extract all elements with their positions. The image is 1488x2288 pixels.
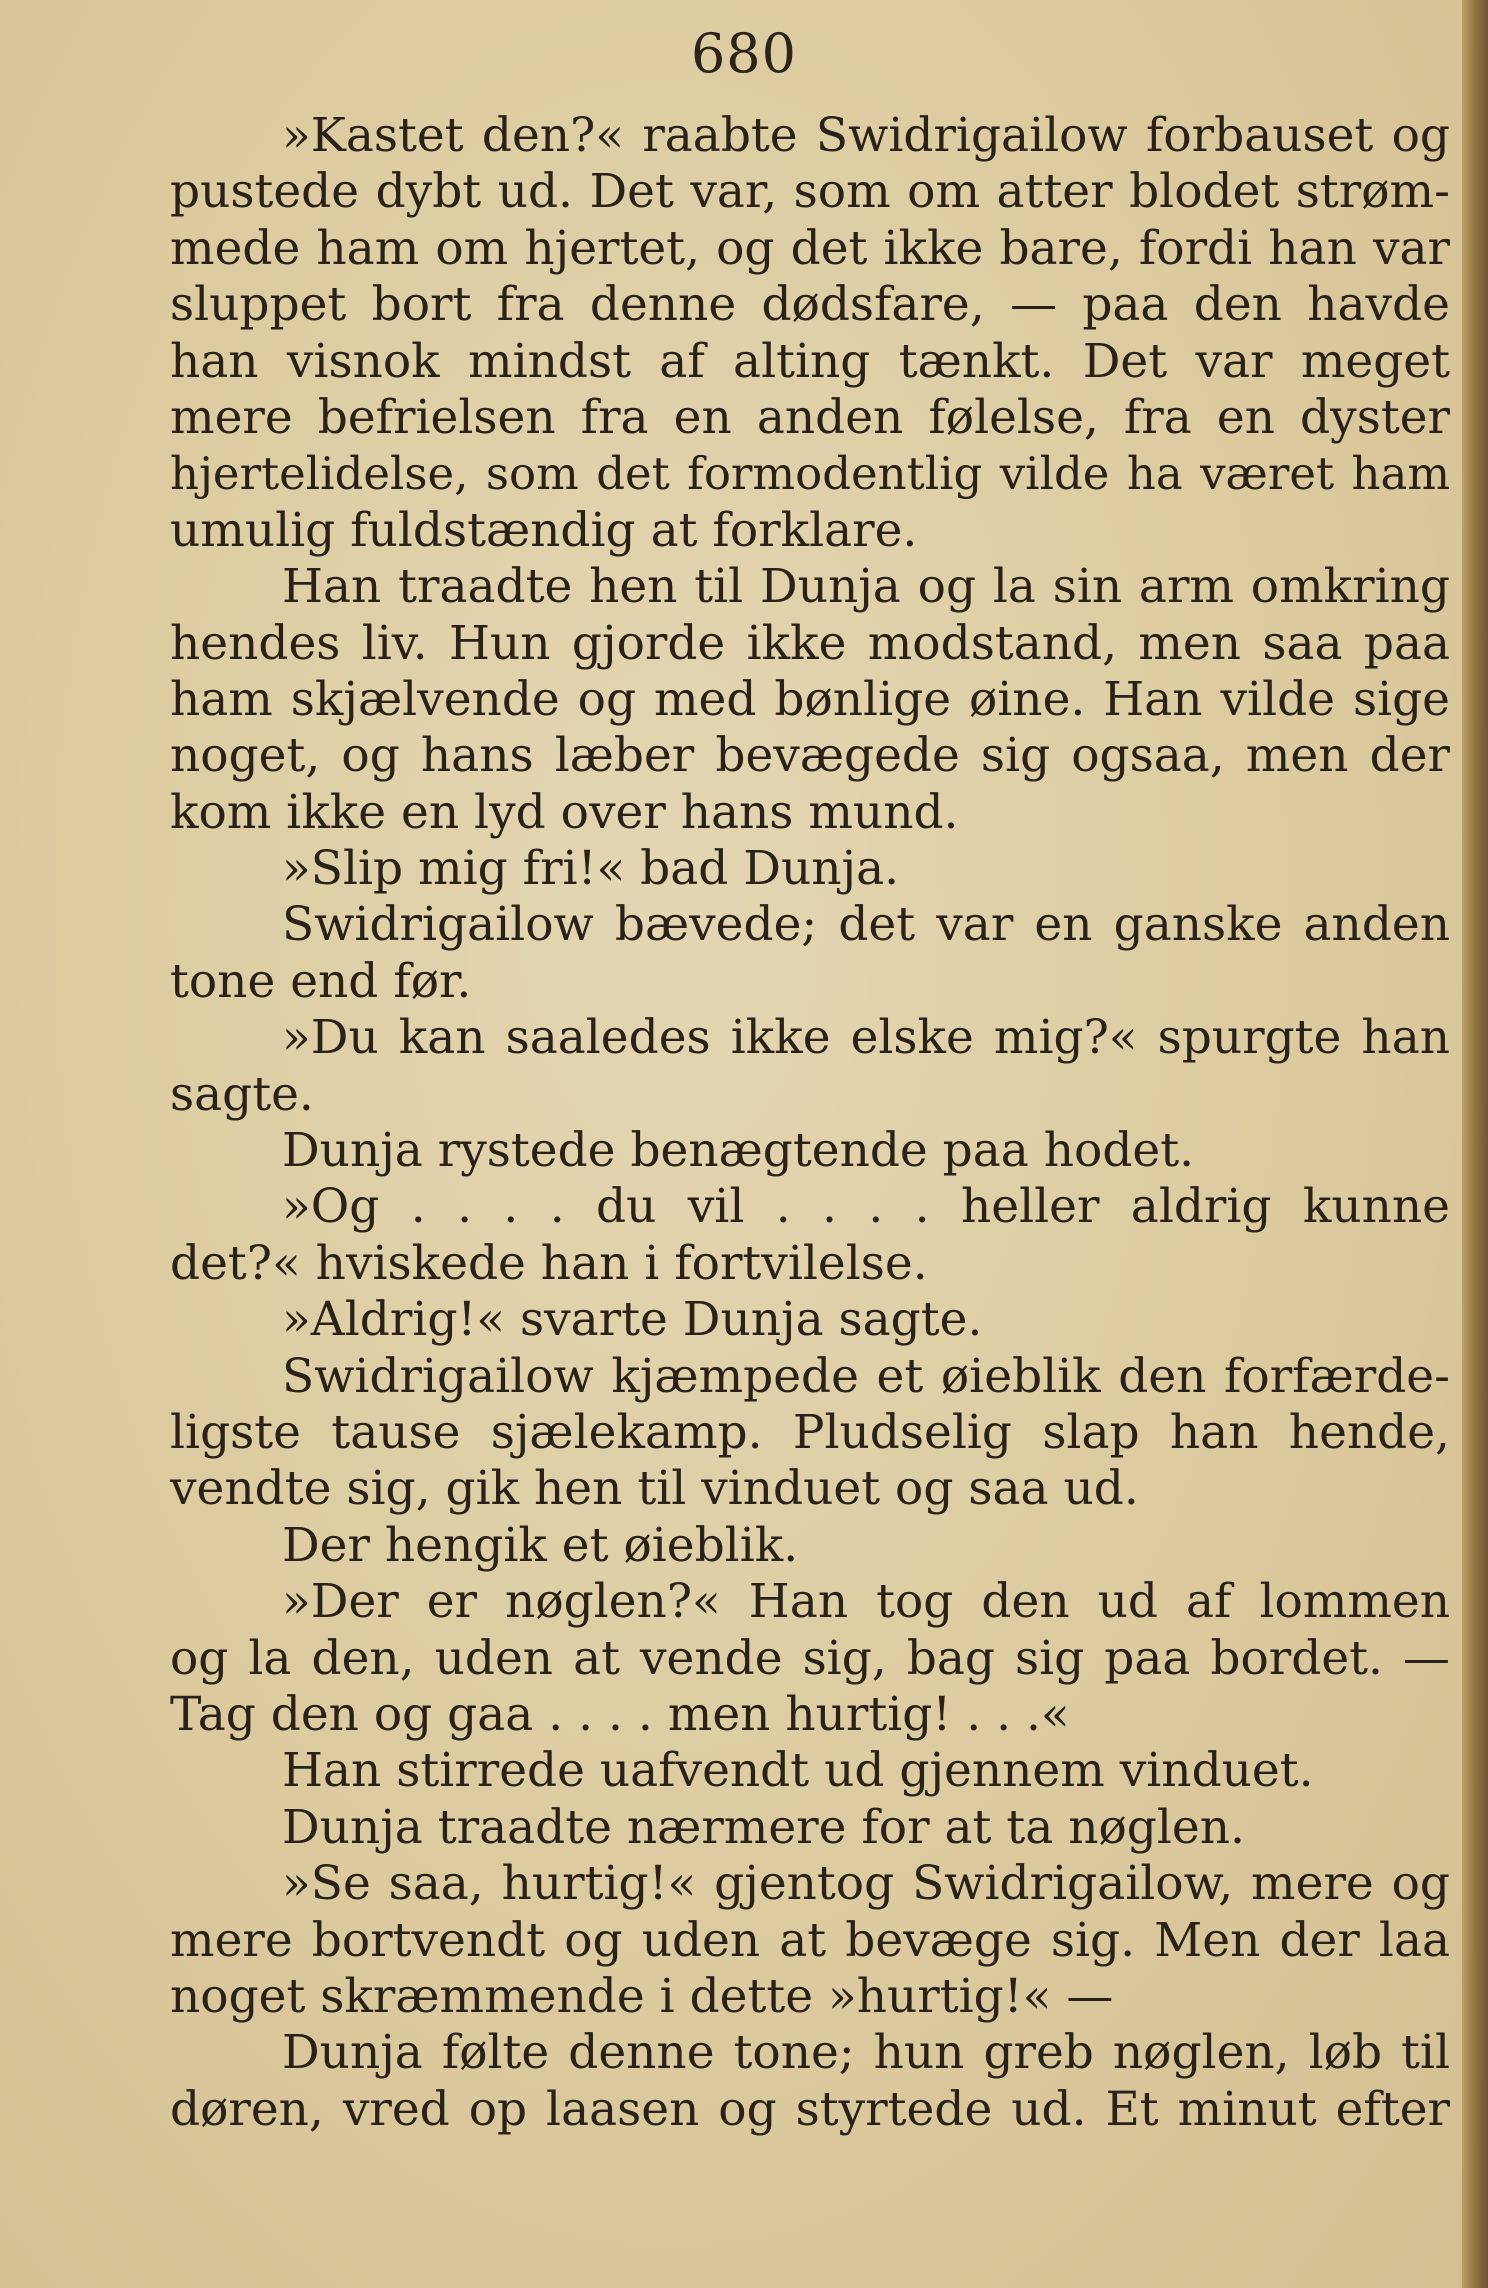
text-line: umulig fuldstændig at forklare.: [170, 502, 918, 558]
text-line: mere bortvendt og uden at bevæge sig. Men der laa: [170, 1912, 1450, 1968]
text-line: Han stirrede uafvendt ud gjennem vinduet.: [282, 1743, 1314, 1799]
text-line: »Aldrig!« svarte Dunja sagte.: [282, 1292, 983, 1348]
text-line: Han traadte hen til Dunja og la sin arm omkring: [282, 559, 1450, 615]
text-line: kom ikke en lyd over hans mund.: [170, 784, 959, 840]
text-line: ham skjælvende og med bønlige øine. Han vilde sige: [170, 671, 1450, 727]
text-line: og la den, uden at vende sig, bag sig paa bordet. —: [170, 1630, 1450, 1686]
text-line: Swidrigailow bævede; det var en ganske anden: [282, 897, 1450, 953]
text-line: han visnok mindst af alting tænkt. Det var meget: [170, 333, 1450, 389]
text-line: Der hengik et øieblik.: [282, 1517, 799, 1573]
text-line: pustede dybt ud. Det var, som om atter blodet strøm-: [170, 164, 1450, 220]
text-line: tone end før.: [170, 953, 472, 1009]
text-line: Dunja traadte nærmere for at ta nøglen.: [282, 1799, 1245, 1855]
text-line: mede ham om hjertet, og det ikke bare, fordi han var: [170, 220, 1450, 276]
text-line: »Se saa, hurtig!« gjentog Swidrigailow, mere og: [282, 1856, 1450, 1912]
text-line: Dunja rystede benægtende paa hodet.: [282, 1123, 1195, 1179]
text-line: døren, vred op laasen og styrtede ud. Et minut efter: [170, 2081, 1450, 2137]
text-line: ligste tause sjælekamp. Pludselig slap han hende,: [170, 1404, 1450, 1460]
text-line: vendte sig, gik hen til vinduet og saa ud.: [170, 1461, 1139, 1517]
text-line: Dunja følte denne tone; hun greb nøglen, løb til: [282, 2025, 1450, 2081]
text-line: noget, og hans læber bevægede sig ogsaa, men der: [170, 728, 1450, 784]
body-text: [170, 108, 1450, 2138]
text-line: noget skræmmende i dette »hurtig!« —: [170, 1968, 1114, 2024]
text-line: Tag den og gaa . . . . men hurtig! . . .«: [170, 1686, 1070, 1742]
text-line: Swidrigailow kjæmpede et øieblik den forfærde-: [282, 1348, 1450, 1404]
page-edge: [1462, 0, 1488, 2288]
text-line: »Der er nøglen?« Han tog den ud af lommen: [282, 1574, 1450, 1630]
text-line: mere befrielsen fra en anden følelse, fra en dyster: [170, 389, 1450, 445]
text-line: hendes liv. Hun gjorde ikke modstand, men saa paa: [170, 615, 1450, 671]
text-line: sagte.: [170, 1066, 314, 1122]
text-line: sluppet bort fra denne dødsfare, — paa den havde: [170, 277, 1450, 333]
text-line: hjertelidelse, som det formodentlig vilde ha været ham: [170, 447, 1450, 501]
text-line: »Du kan saaledes ikke elske mig?« spurgte han: [282, 1010, 1450, 1066]
text-line: det?« hviskede han i fortvilelse.: [170, 1235, 928, 1291]
text-line: »Og . . . . du vil . . . . heller aldrig kunne: [282, 1179, 1450, 1235]
text-line: »Kastet den?« raabte Swidrigailow forbauset og: [282, 108, 1450, 163]
text-line: »Slip mig fri!« bad Dunja.: [282, 841, 900, 897]
page-number: 680: [690, 22, 798, 85]
